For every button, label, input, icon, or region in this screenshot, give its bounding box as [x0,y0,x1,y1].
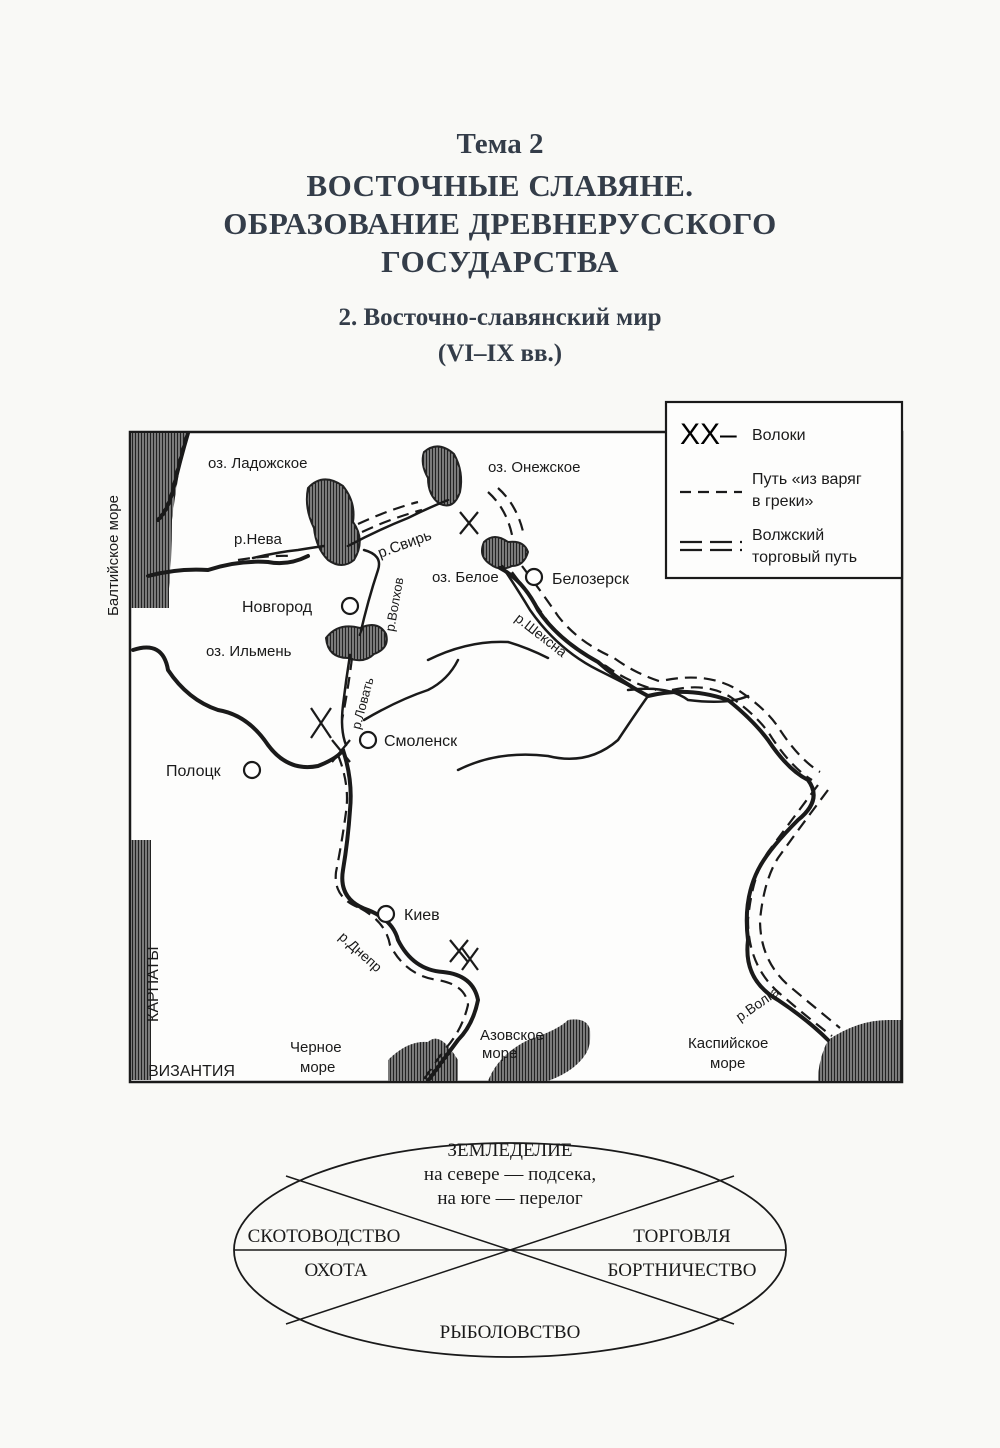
legend-portages: Волоки [752,427,806,444]
label-lake-onega: оз. Онежское [488,459,581,476]
label-azov-sea-l1: Азовское [480,1027,544,1044]
kiev-marker [378,906,394,922]
title-line-1: ВОСТОЧНЫЕ СЛАВЯНЕ. [306,168,694,203]
label-black-sea-l1: Черное [290,1039,342,1056]
legend-volga-l2: торговый путь [752,549,858,566]
label-fishing: РЫБОЛОВСТВО [439,1322,581,1343]
label-kiev: Киев [404,907,440,924]
portages-symbol: XX– [680,418,737,451]
label-caspian-sea-l2: море [710,1055,746,1072]
label-beloozersk: Белозерск [552,571,630,588]
label-byzantium: ВИЗАНТИЯ [148,1063,235,1080]
subtitle-line-1: 2. Восточно-славянский мир [338,304,662,331]
label-river-svir: р.Свирь [375,526,434,562]
title-line-2: ОБРАЗОВАНИЕ ДРЕВНЕРУССКОГО [223,206,777,241]
label-hunting: ОХОТА [304,1260,368,1281]
label-lake-ilmen: оз. Ильмень [206,643,292,660]
label-trade: ТОРГОВЛЯ [633,1226,731,1247]
label-river-neva: р.Нева [234,531,282,548]
legend-varangian-l1: Путь «из варяг [752,471,862,488]
map [105,400,908,1086]
polotsk-marker [244,762,260,778]
label-polotsk: Полоцк [166,763,221,780]
label-lake-ladoga: оз. Ладожское [208,455,308,472]
novgorod-marker [342,598,358,614]
label-black-sea-l2: море [300,1059,336,1076]
subtitle-line-2: (VI–IX вв.) [437,340,563,367]
label-agriculture-note-2: на юге — перелог [437,1188,583,1209]
label-river-volkhov: р.Волхов [382,576,407,633]
label-novgorod: Новгород [242,599,313,616]
label-baltic-sea: Балтийское море [105,495,122,616]
label-carpathians: КАРПАТЫ [145,946,162,1022]
label-river-dnepr: р.Днепр [335,928,386,976]
legend-varangian-l2: в греки» [752,493,814,510]
label-lake-beloe: оз. Белое [432,569,499,586]
map-legend [666,402,902,578]
label-cattle: СКОТОВОДСТВО [247,1226,401,1247]
smolensk-marker [360,732,376,748]
label-beekeeping: БОРТНИЧЕСТВО [607,1260,757,1281]
legend-volga-l1: Волжский [752,527,825,544]
label-azov-sea-l2: море [482,1045,518,1062]
label-smolensk: Смоленск [384,733,458,750]
occupations-diagram [230,1120,790,1360]
label-river-volga: р.Волга [732,983,783,1025]
label-agriculture-note-1: на севере — подсека, [423,1164,597,1185]
label-river-sheksna: р.Шексна [512,609,571,660]
beloozersk-marker [526,569,542,585]
label-agriculture: ЗЕМЛЕДЕЛИЕ [447,1140,573,1161]
topic-heading: Тема 2 [456,128,544,160]
label-river-lovat: р.Ловать [348,675,377,731]
baltic-sea-area [131,433,169,608]
title-line-3: ГОСУДАРСТВА [381,244,619,279]
label-caspian-sea-l1: Каспийское [688,1035,769,1052]
